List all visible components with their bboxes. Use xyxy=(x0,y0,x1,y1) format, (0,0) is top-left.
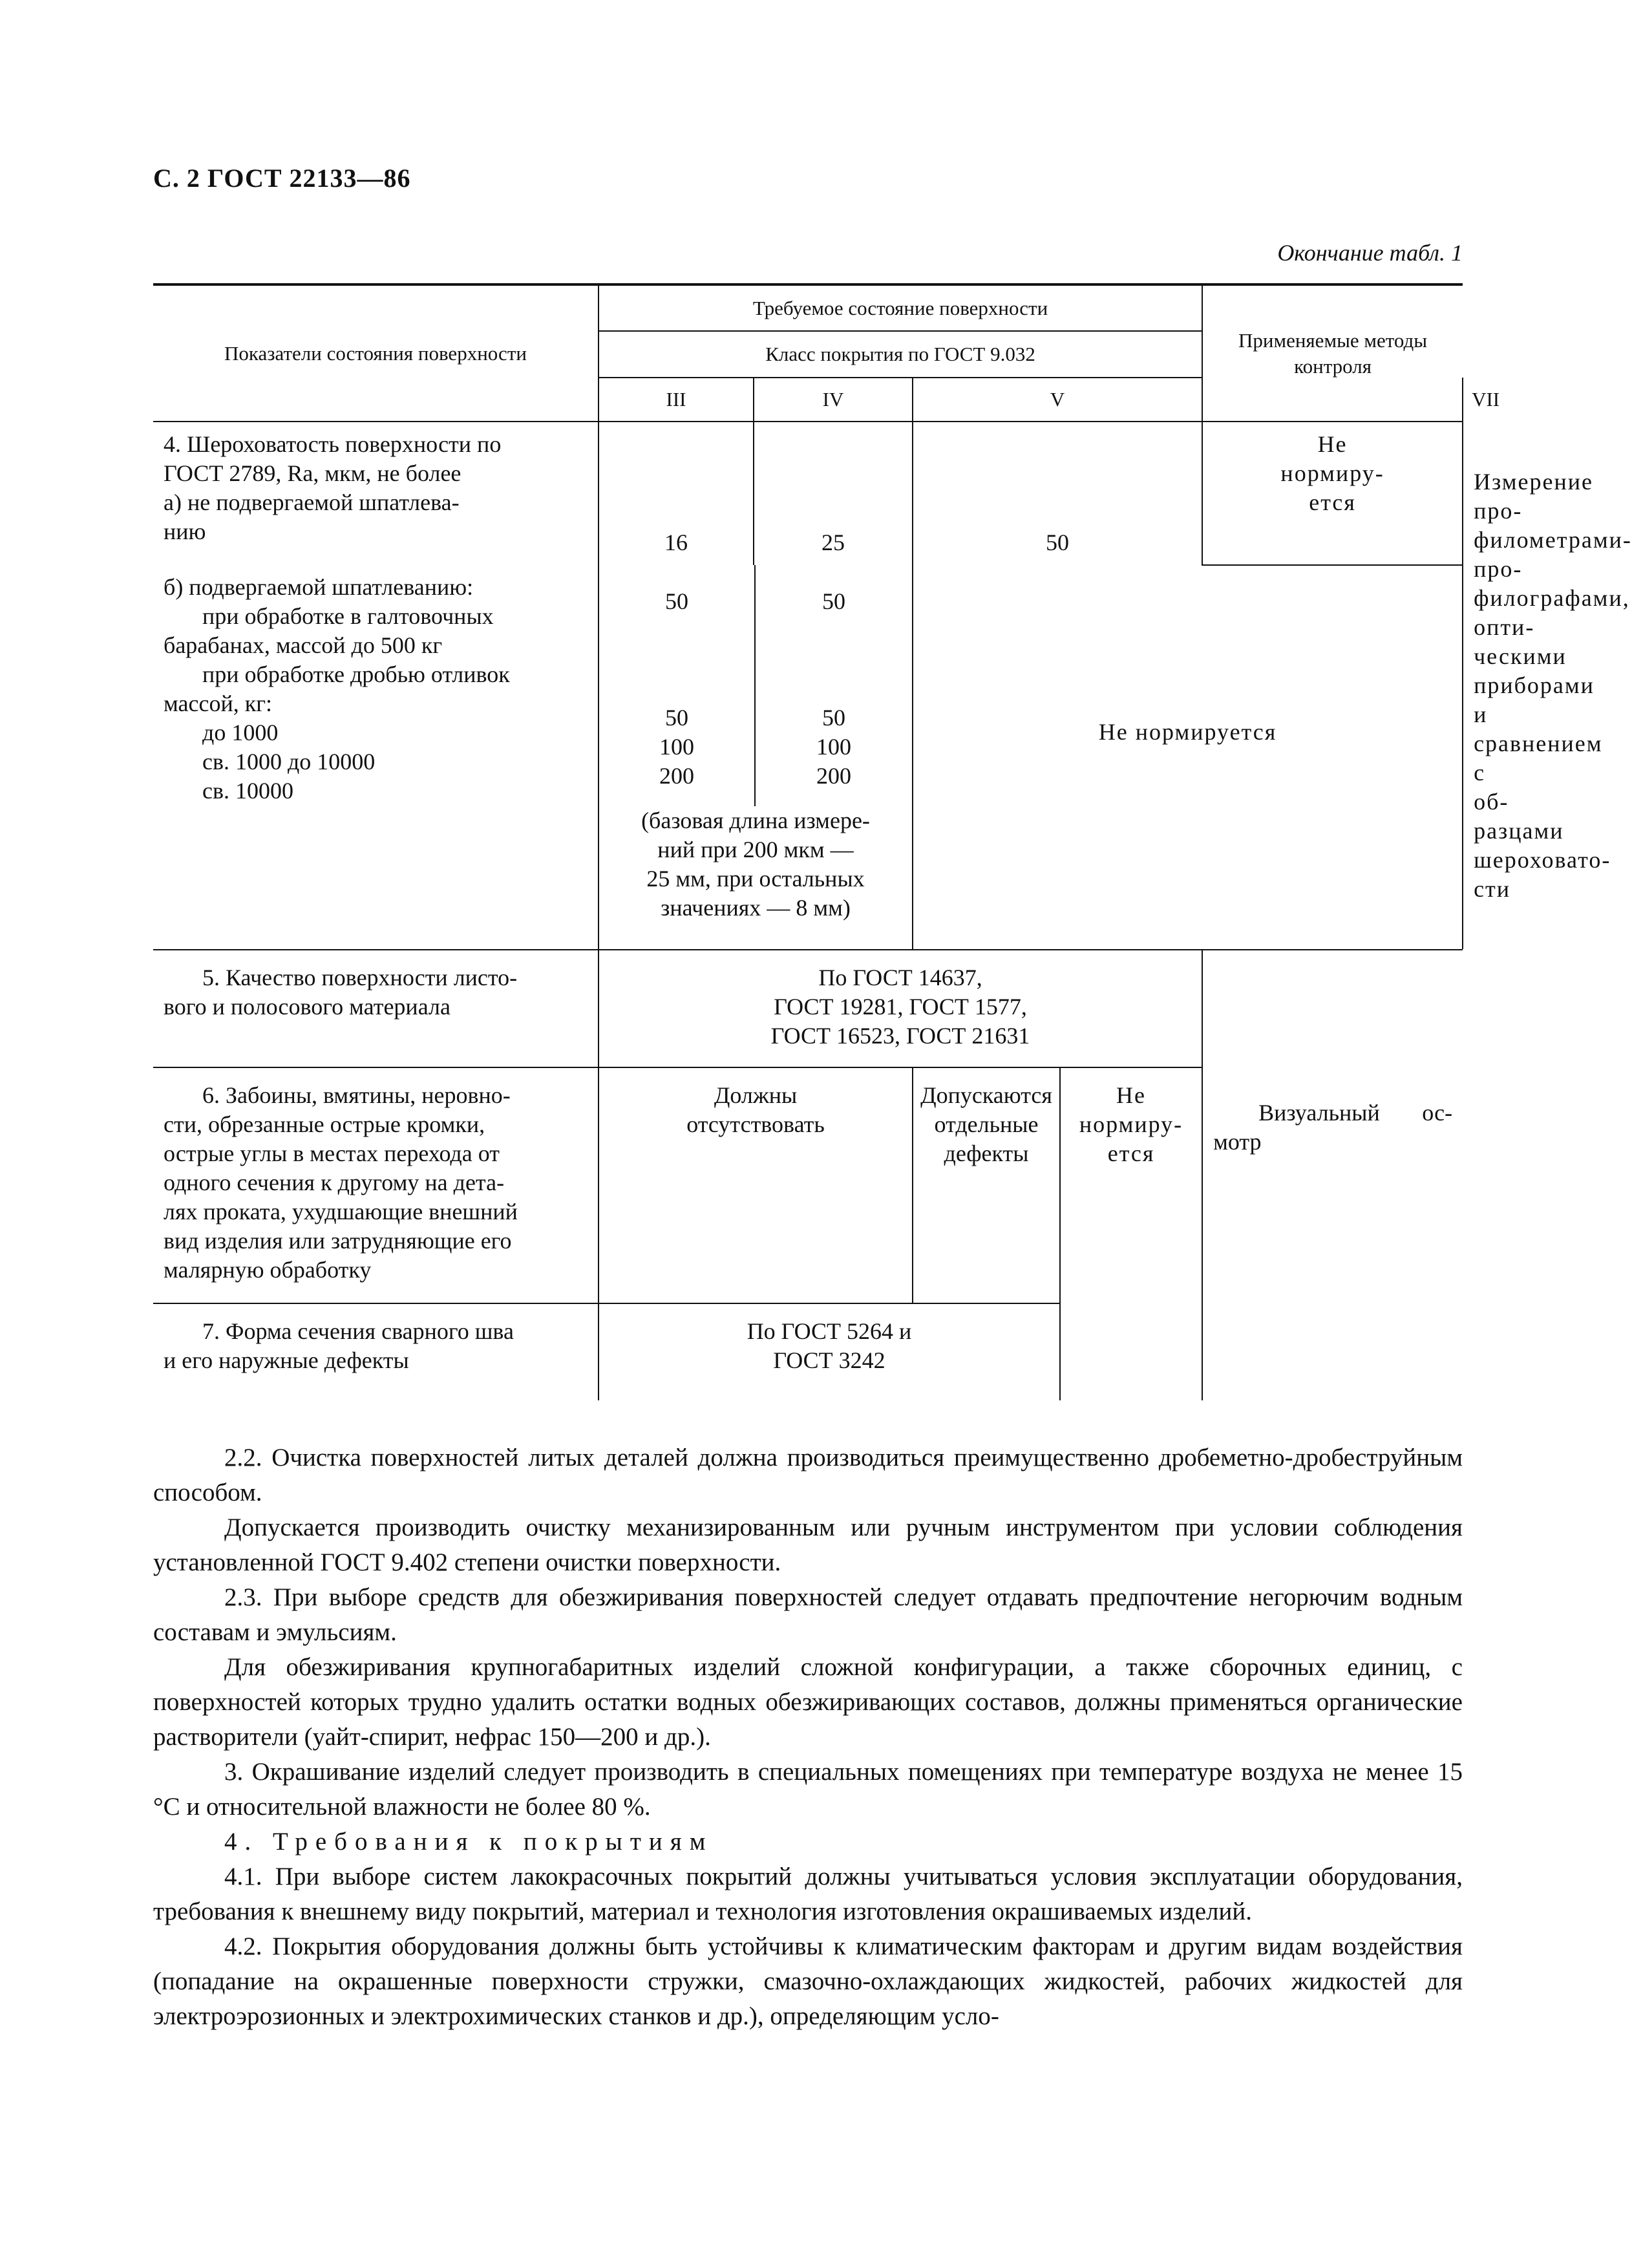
text-line: ний при 200 мкм — xyxy=(657,837,854,862)
header-required-state: Требуемое состояние поверхности xyxy=(599,284,1202,331)
text-line: Допускаются xyxy=(920,1082,1052,1108)
table-caption: Окончание табл. 1 xyxy=(1277,240,1463,266)
text-line: дефекты xyxy=(944,1140,1029,1166)
text-line: (базовая длина измере- xyxy=(641,808,870,833)
text-line: Должны xyxy=(714,1082,798,1108)
text-line: б) подвергаемой шпатлеванию: xyxy=(164,574,474,600)
text-line: мотр xyxy=(1213,1129,1262,1155)
row4a-class-iv: 25 xyxy=(754,422,913,565)
text-line: вого и полосового материала xyxy=(164,994,450,1020)
text-line: острые углы в местах перехода от xyxy=(164,1140,500,1166)
paragraph-large-items: Для обезжиривания крупногабаритных изделий сложной конфигурации, а также сборочных единиц, с поверхностей которых трудно удалить остатки водных обезжиривающих составов, должны применяться органические растворители (уайт-спирит, нефрас 150—200 и др.). xyxy=(153,1653,1463,1751)
row4b-class-iv xyxy=(756,565,912,806)
row4-indicator xyxy=(153,422,599,565)
text-line: 5. Качество поверхности листо- xyxy=(202,965,518,990)
text-line xyxy=(756,674,912,703)
text-line: 200 xyxy=(659,763,694,789)
section-heading-4: 4. Требования к покрытиям xyxy=(224,1828,714,1856)
header-coating-class: Класс покрытия по ГОСТ 9.032 xyxy=(599,331,1202,378)
text-line: 7. Форма сечения сварного шва xyxy=(202,1318,514,1344)
row4a-class-v: 50 xyxy=(913,422,1202,565)
row4b-indicator xyxy=(153,565,599,950)
text-line: ется xyxy=(1309,489,1356,515)
text-line: нию xyxy=(164,519,206,544)
row4a-class-vii xyxy=(1202,422,1463,565)
header-class-iv: IV xyxy=(754,378,913,422)
row5-value xyxy=(599,950,1202,1067)
text-line: Визуальный ос- xyxy=(1258,1100,1453,1126)
text-line: 50 xyxy=(822,705,845,731)
text-line: до 1000 xyxy=(202,720,279,745)
text-line: св. 10000 xyxy=(202,778,293,804)
text-line xyxy=(599,645,754,674)
text-line: сти, обрезанные острые кромки, xyxy=(164,1111,485,1137)
row6-should-be-absent xyxy=(599,1067,913,1303)
text-line: 100 xyxy=(816,734,851,760)
text-line: 50 xyxy=(665,588,688,614)
text-line: 4. Шероховатость поверхности по xyxy=(164,431,502,457)
text-line: малярную обработку xyxy=(164,1257,372,1283)
text-line: 50 xyxy=(822,588,845,614)
text-line: отдельные xyxy=(934,1111,1039,1137)
row6-allowed-defects xyxy=(913,1067,1060,1303)
row4a-class-iii: 16 xyxy=(599,422,754,565)
row4b-not-normed: Не нормируется xyxy=(913,565,1463,950)
text-line: нормиру- xyxy=(1079,1111,1183,1137)
row6-not-normed xyxy=(1060,1067,1202,1400)
text-line: ГОСТ 2789, Ra, мкм, не более xyxy=(164,460,461,486)
row4b-note xyxy=(599,806,912,929)
text-line xyxy=(599,674,754,703)
text-line: ГОСТ 16523, ГОСТ 21631 xyxy=(770,1023,1030,1049)
text-line: ГОСТ 3242 xyxy=(773,1347,885,1373)
text-line: массой, кг: xyxy=(164,690,272,716)
header-indicator: Показатели состояния поверхности xyxy=(153,284,599,422)
row4b-values xyxy=(599,565,913,950)
text-line: Не xyxy=(1317,431,1348,457)
text-line: барабанах, массой до 500 кг xyxy=(164,632,443,658)
row4b-class-iii xyxy=(599,565,756,806)
text-line: 25 мм, при остальных xyxy=(646,866,865,892)
text-line: св. 1000 до 10000 xyxy=(202,749,376,775)
text-line: ется xyxy=(1107,1140,1155,1166)
body-text xyxy=(153,1440,1463,2034)
text-line: а) не подвергаемой шпатлева- xyxy=(164,489,460,515)
text-line: 200 xyxy=(816,763,851,789)
row6-method xyxy=(1202,950,1463,1400)
row7-indicator xyxy=(153,1303,599,1400)
text-line: отсутствовать xyxy=(686,1111,825,1137)
paragraph-2-2: 2.2. Очистка поверхностей литых деталей должна производиться преимущественно дробеметно-дробеструйным способом. xyxy=(153,1444,1463,1506)
header-class-v: V xyxy=(913,378,1202,422)
text-line: 6. Забоины, вмятины, неровно- xyxy=(202,1082,511,1108)
paragraph-4-2: 4.2. Покрытия оборудования должны быть устойчивы к климатическим факторам и другим видам воздействия (попадание на окрашенные поверхности стружки, смазочно-охлаждающих жидкостей, рабочих жидкостей для электроэрозионных и электрохимических станков и др.), определяющим усло- xyxy=(153,1932,1463,2030)
text-line: при обработке в галтовочных xyxy=(202,603,494,629)
paragraph-mechanized-cleaning: Допускается производить очистку механизированным или ручным инструментом при условии соблюдения установленной ГОСТ 9.402 степени очистки поверхности. xyxy=(153,1514,1463,1576)
text-line: лях проката, ухудшающие внешний xyxy=(164,1199,518,1225)
text-line: нормиру- xyxy=(1280,460,1384,486)
row7-value xyxy=(599,1303,1060,1400)
text-line: при обработке дробью отливок xyxy=(202,661,510,687)
text-line: одного сечения к другому на дета- xyxy=(164,1170,505,1195)
text-line: 50 xyxy=(665,705,688,731)
paragraph-2-3: 2.3. При выборе средств для обезжиривания поверхностей следует отдавать предпочтение негорючим водным составам и эмульсиям. xyxy=(153,1583,1463,1646)
text-line: Не xyxy=(1116,1082,1147,1108)
text-line: ГОСТ 19281, ГОСТ 1577, xyxy=(774,994,1027,1020)
header-methods: Применяемые методы контроля xyxy=(1202,284,1463,422)
surface-state-table: Показатели состояния поверхности Требуемое состояние поверхности Применяемые методы контроля Класс покрытия по ГОСТ 9.032 III IV V VII 4. Шероховатость поверхности по ГОСТ 2789, Ra, мкм, не более а) не подвергаемой шпатлева- нию 16 25 50 Не нормиру- ется Измерение про- филометрами-про- филографами, опти- ческими приборами и сравнением с об- разцами шероховато- сти б) подвергаемой шпатлеванию: при обработке в галтовочных барабанах, массой до 500 кг при обработке дробью отливок массой, кг: до 1000 св. 1000 до 10000 св. 10000 50 50 100 200 50 50 100 200 (базовая длина измере- ний при 200 мкм — 25 мм, при остальных значениях — 8 мм) Не нормируется 5. Качество поверхности листо- вого и полосового материала По ГОСТ 14637, ГОСТ 19281, ГОСТ 1577, ГОСТ 16523, ГОСТ 21631 Визуальный ос- мотр 6. Забоины, вмятины, неровно- сти, обрезанные острые кромки, острые углы в местах перехода от одного сечения к другому на дета- лях проката, ухудшающие внешний вид изделия или затрудняющие его малярную обработку Должны отсутствовать Допускаются отдельные дефекты Не нормиру- ется 7. Форма сечения сварного шва и его наружные дефекты По ГОСТ 5264 и ГОСТ 3242 xyxy=(153,283,1463,1400)
text-line xyxy=(756,645,912,674)
text-line xyxy=(756,616,912,645)
page-header: С. 2 ГОСТ 22133—86 xyxy=(153,164,411,193)
text-line: По ГОСТ 14637, xyxy=(818,965,982,990)
text-line xyxy=(599,616,754,645)
text-line: значениях — 8 мм) xyxy=(661,895,851,921)
header-class-iii: III xyxy=(599,378,754,422)
paragraph-3: 3. Окрашивание изделий следует производить в специальных помещениях при температуре воздуха не менее 15 °С и относительной влажности не более 80 %. xyxy=(153,1758,1463,1821)
text-line: вид изделия или затрудняющие его xyxy=(164,1228,512,1254)
text-line: По ГОСТ 5264 и xyxy=(747,1318,912,1344)
row5-indicator xyxy=(153,950,599,1067)
text-line: и его наружные дефекты xyxy=(164,1347,409,1373)
text-line: 100 xyxy=(659,734,694,760)
row6-indicator xyxy=(153,1067,599,1303)
paragraph-4-1: 4.1. При выборе систем лакокрасочных покрытий должны учитываться условия эксплуатации оборудования, требования к внешнему виду покрытий, материал и технология изготовления окрашиваемых изделий. xyxy=(153,1863,1463,1925)
